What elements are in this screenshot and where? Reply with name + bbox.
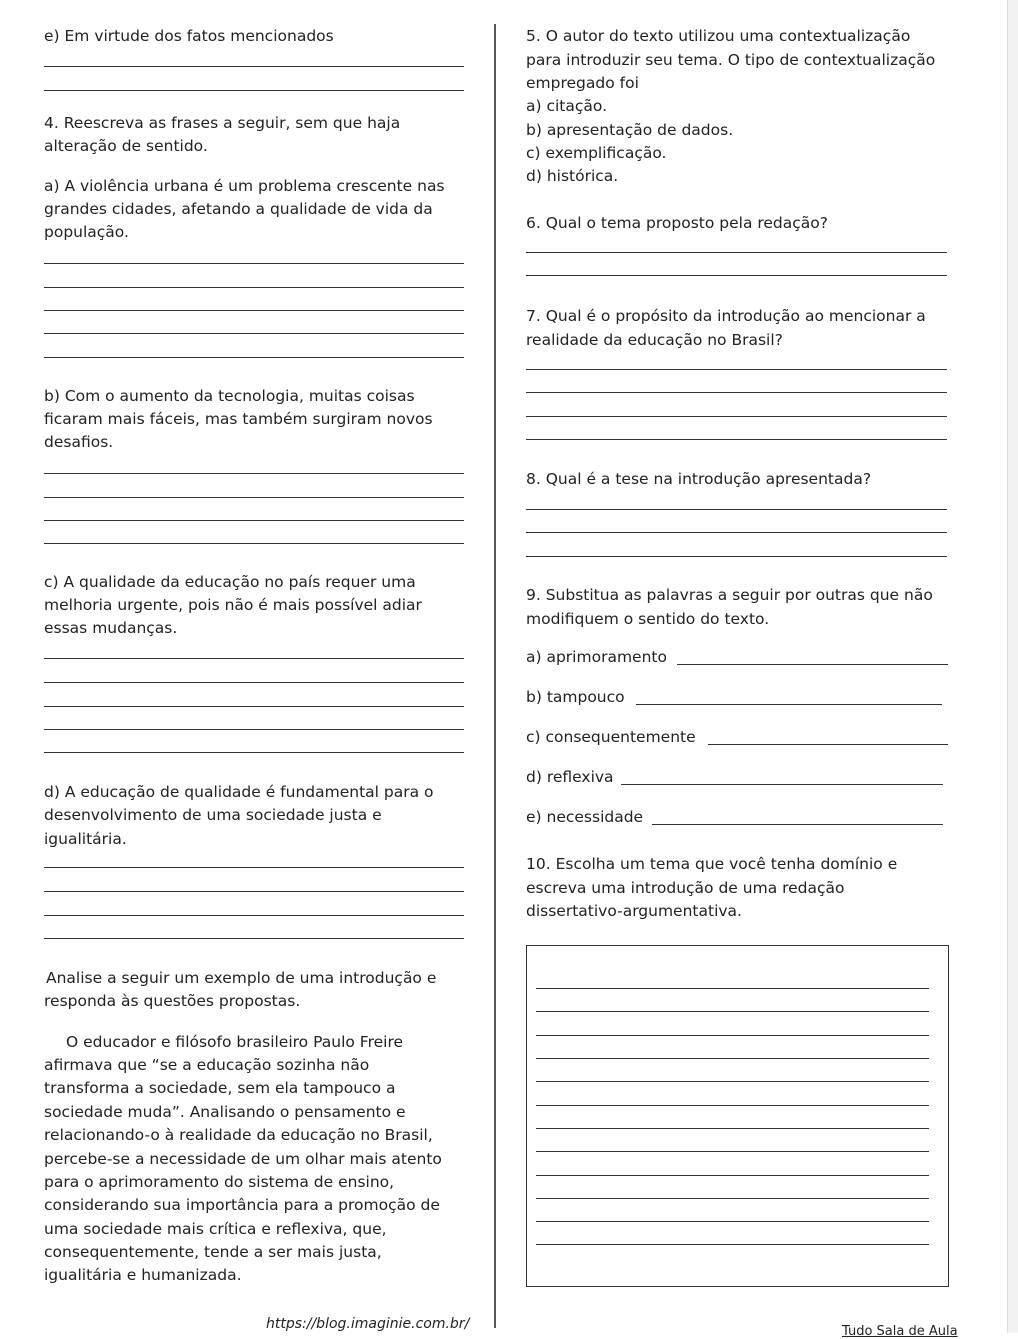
answer-line[interactable] <box>526 416 947 417</box>
question-4a-line1: a) A violência urbana é um problema crescente nas <box>44 177 445 195</box>
answer-line[interactable] <box>44 263 464 264</box>
answer-line[interactable] <box>44 682 464 683</box>
answer-line[interactable] <box>526 369 947 370</box>
answer-line[interactable] <box>44 90 464 91</box>
answer-line[interactable] <box>44 867 464 868</box>
brand-footer[interactable]: Tudo Sala de Aula <box>842 1324 958 1339</box>
answer-line[interactable] <box>526 392 947 393</box>
question-5-line1: 5. O autor do texto utilizou uma contextualização <box>526 27 911 45</box>
answer-line[interactable] <box>526 556 947 557</box>
word-c-answer-line[interactable] <box>708 744 948 745</box>
option-b[interactable]: b) apresentação de dados. <box>526 121 734 139</box>
answer-line[interactable] <box>526 509 947 510</box>
question-7-line1: 7. Qual é o propósito da introdução ao mencionar a <box>526 307 926 325</box>
writing-line[interactable] <box>536 1058 929 1059</box>
writing-line[interactable] <box>536 1221 929 1222</box>
sample-text-line7: para o aprimoramento do sistema de ensino, <box>44 1173 395 1191</box>
option-a[interactable]: a) citação. <box>526 97 608 115</box>
question-4-line1: 4. Reescreva as frases a seguir, sem que haja <box>44 114 401 132</box>
answer-line[interactable] <box>44 752 464 753</box>
answer-line[interactable] <box>44 543 464 544</box>
word-e: e) necessidade <box>526 808 644 826</box>
question-3e: e) Em virtude dos fatos mencionados <box>44 27 334 45</box>
sample-text-line2: afirmava que “se a educação sozinha não <box>44 1056 370 1074</box>
answer-line[interactable] <box>44 497 464 498</box>
answer-line[interactable] <box>44 915 464 916</box>
answer-line[interactable] <box>526 439 947 440</box>
answer-line[interactable] <box>44 66 464 67</box>
question-4b-line1: b) Com o aumento da tecnologia, muitas coisas <box>44 387 415 405</box>
question-5-line2: para introduzir seu tema. O tipo de contextualização <box>526 51 936 69</box>
answer-line[interactable] <box>44 287 464 288</box>
question-5-line3: empregado foi <box>526 74 639 92</box>
question-9-line2: modifiquem o sentido do texto. <box>526 610 770 628</box>
writing-line[interactable] <box>536 1128 929 1129</box>
sample-text-line8: considerando sua importância para a promoção de <box>44 1196 440 1214</box>
writing-line[interactable] <box>536 1198 929 1199</box>
word-b-answer-line[interactable] <box>636 704 942 705</box>
page-edge <box>1007 0 1018 1333</box>
sample-text-line11: igualitária e humanizada. <box>44 1266 242 1284</box>
answer-line[interactable] <box>44 938 464 939</box>
word-a-answer-line[interactable] <box>677 664 948 665</box>
answer-line[interactable] <box>526 275 947 276</box>
question-6: 6. Qual o tema proposto pela redação? <box>526 214 829 232</box>
answer-line[interactable] <box>44 706 464 707</box>
instruction-line2: responda às questões propostas. <box>44 992 301 1010</box>
writing-box[interactable] <box>526 945 949 1287</box>
question-4c-line2: melhoria urgente, pois não é mais possível adiar <box>44 596 422 614</box>
writing-line[interactable] <box>536 1081 929 1082</box>
writing-line[interactable] <box>536 1011 929 1012</box>
answer-line[interactable] <box>526 532 947 533</box>
writing-line[interactable] <box>536 1175 929 1176</box>
word-d: d) reflexiva <box>526 768 614 786</box>
question-10-line1: 10. Escolha um tema que você tenha domínio e <box>526 855 898 873</box>
sample-text-line4: sociedade muda”. Analisando o pensamento e <box>44 1103 406 1121</box>
question-4a-line2: grandes cidades, afetando a qualidade de vida da <box>44 200 433 218</box>
sample-text-line5: relacionando-o à realidade da educação no Brasil, <box>44 1126 433 1144</box>
writing-line[interactable] <box>536 1105 929 1106</box>
option-d[interactable]: d) histórica. <box>526 167 619 185</box>
answer-line[interactable] <box>44 333 464 334</box>
writing-line[interactable] <box>536 1035 929 1036</box>
word-d-answer-line[interactable] <box>621 784 943 785</box>
source-link[interactable]: https://blog.imaginie.com.br/ <box>266 1316 470 1332</box>
question-4b-line2: ficaram mais fáceis, mas também surgiram novos <box>44 410 433 428</box>
question-7-line2: realidade da educação no Brasil? <box>526 331 783 349</box>
word-c: c) consequentemente <box>526 728 696 746</box>
question-4c-line3: essas mudanças. <box>44 619 178 637</box>
writing-line[interactable] <box>536 1151 929 1152</box>
sample-text-line10: consequentemente, tende a ser mais justa, <box>44 1243 382 1261</box>
question-4-line2: alteração de sentido. <box>44 137 208 155</box>
answer-line[interactable] <box>44 729 464 730</box>
word-e-answer-line[interactable] <box>652 824 943 825</box>
instruction-line1: Analise a seguir um exemplo de uma introdução e <box>46 969 437 987</box>
question-4b-line3: desafios. <box>44 433 114 451</box>
question-10-line2: escreva uma introdução de uma redação <box>526 879 845 897</box>
sample-text-line3: transforma a sociedade, sem ela tampouco a <box>44 1079 396 1097</box>
question-4c-line1: c) A qualidade da educação no país requer uma <box>44 573 416 591</box>
answer-line[interactable] <box>44 357 464 358</box>
answer-line[interactable] <box>44 658 464 659</box>
question-4a-line3: população. <box>44 223 129 241</box>
question-9-line1: 9. Substitua as palavras a seguir por outras que não <box>526 586 933 604</box>
question-4d-line1: d) A educação de qualidade é fundamental para o <box>44 783 434 801</box>
answer-line[interactable] <box>44 520 464 521</box>
writing-line[interactable] <box>536 988 929 989</box>
answer-line[interactable] <box>44 891 464 892</box>
sample-text-line6: percebe-se a necessidade de um olhar mais atento <box>44 1150 442 1168</box>
sample-text-line1: O educador e filósofo brasileiro Paulo Freire <box>66 1033 404 1051</box>
word-b: b) tampouco <box>526 688 625 706</box>
question-4d-line3: igualitária. <box>44 830 127 848</box>
answer-line[interactable] <box>44 310 464 311</box>
answer-line[interactable] <box>44 473 464 474</box>
option-c[interactable]: c) exemplificação. <box>526 144 667 162</box>
word-a: a) aprimoramento <box>526 648 667 666</box>
question-4d-line2: desenvolvimento de uma sociedade justa e <box>44 806 382 824</box>
question-10-line3: dissertativo-argumentativa. <box>526 902 742 920</box>
writing-line[interactable] <box>536 1244 929 1245</box>
sample-text-line9: uma sociedade mais crítica e reflexiva, que, <box>44 1220 387 1238</box>
question-8: 8. Qual é a tese na introdução apresentada? <box>526 470 872 488</box>
column-divider <box>494 24 496 1328</box>
answer-line[interactable] <box>526 252 947 253</box>
